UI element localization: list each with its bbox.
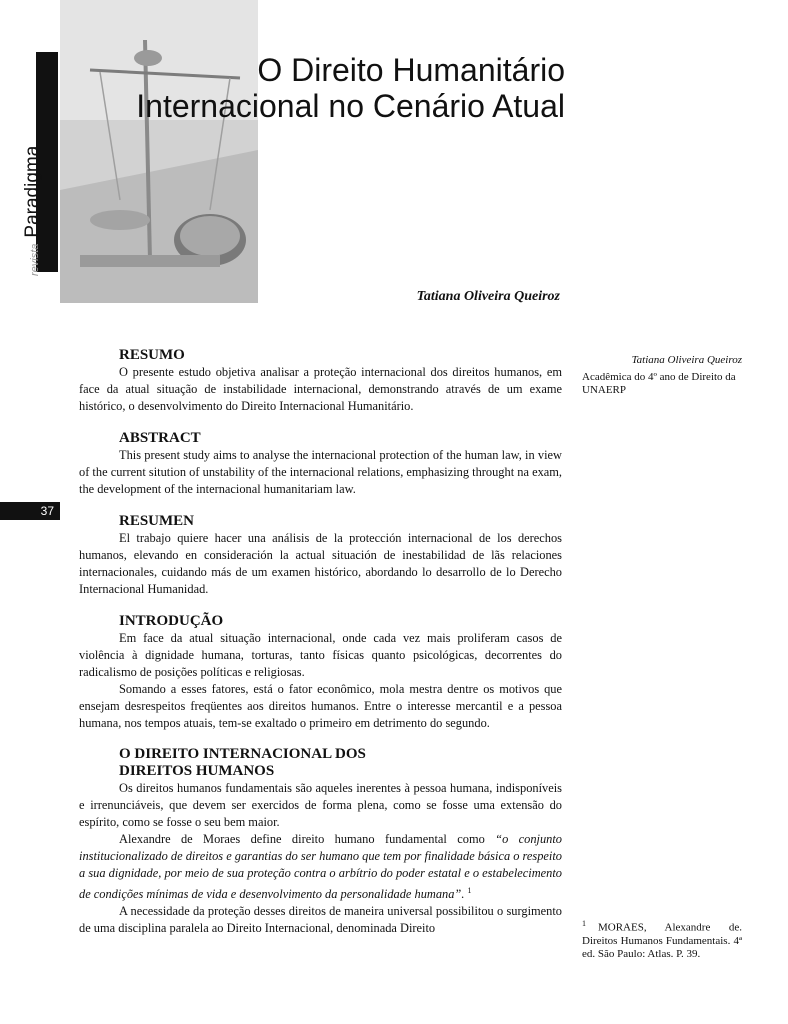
section-resumen bbox=[79, 512, 562, 598]
article-title bbox=[60, 52, 565, 124]
article-title-line-2: Internacional no Cenário Atual bbox=[136, 88, 565, 124]
journal-label bbox=[22, 146, 44, 276]
section-direito-internacional bbox=[79, 746, 562, 937]
paragraph: Em face da atual situação internacional, onde cada vez mais proliferam casos de violência à dignidade humana, torturas, tanto físicas quanto psicológicas, decorrentes do radicalismo de posições políticas e religiosas. bbox=[79, 631, 562, 679]
paragraph-with-quote bbox=[79, 831, 562, 903]
paragraph: A necessidade da proteção desses direitos de maneira universal possibilitou o surgimento de uma disciplina paralela ao Direito Internacional, denominada Direito bbox=[79, 904, 562, 936]
footnote-text: MORAES, Alexandre de. Direitos Humanos Fundamentais. 4ª ed. São Paulo: Atlas. P. 39. bbox=[582, 921, 742, 960]
section-heading-abstract: ABSTRACT bbox=[119, 430, 201, 446]
footnote bbox=[582, 917, 742, 961]
article-title-line-1: O Direito Humanitário bbox=[257, 52, 565, 88]
section-heading-introducao: INTRODUÇÃO bbox=[119, 613, 224, 629]
page-number: 37 bbox=[0, 502, 60, 520]
quote-lead: Alexandre de Moraes define direito humano fundamental como bbox=[119, 832, 496, 846]
footnote-number: 1 bbox=[582, 919, 586, 928]
paragraph: Os direitos humanos fundamentais são aqueles inerentes à pessoa humana, indisponíveis e irrenunciáveis, que devem ser exercidos de forma plena, como se fosse uma extensão do espírito, como se fosse o seu bem maior. bbox=[79, 781, 562, 829]
section-heading-direito-internacional bbox=[119, 746, 562, 780]
heading-line-1: O DIREITO INTERNACIONAL DOS bbox=[119, 746, 366, 762]
author-note-name: Tatiana Oliveira Queiroz bbox=[631, 354, 742, 366]
paragraph: Somando a esses fatores, está o fator econômico, mola mestra dentre os motivos que ensejam desrespeitos freqüentes aos direitos humanos. Entre o interesse mercantil e a pessoa humana, nos tempos atuais, tem-se exaltado o primeiro em detrimento do segundo. bbox=[79, 682, 562, 730]
journal-label-small: revista bbox=[29, 243, 41, 276]
author-note bbox=[582, 354, 742, 397]
journal-side-rule bbox=[56, 52, 58, 272]
article-body bbox=[79, 346, 562, 951]
paragraph: O presente estudo objetiva analisar a proteção internacional dos direitos humanos, em face da atual situação de instabilidade internacional, demonstrando através de um exame histórico, o desenvolvimento do Direito Internacional Humanitário. bbox=[79, 365, 562, 413]
quote-text: “o conjunto institucionalizado de direitos e garantias do ser humano que tem por finalidade básica o respeito a sua dignidade, por meio de sua proteção contra o arbítrio do poder estatal e o estabelecimento de condições mínimas de vida e desenvolvimento da personalidade humana”. bbox=[79, 832, 562, 902]
article-author: Tatiana Oliveira Queiroz bbox=[416, 289, 560, 304]
journal-name: Paradigma bbox=[22, 145, 43, 238]
paragraph: El trabajo quiere hacer una análisis de la protección internacional de los derechos humanos, elevando en consideración la actual situación de inestabilidad de lãs relaciones internacionales, cuidando más de um examen histórico, abordando lo desarrollo de lo Derecho Internacional Humanidad. bbox=[79, 531, 562, 596]
author-note-affiliation: Acadêmica do 4º ano de Direito da UNAERP bbox=[582, 371, 736, 396]
section-abstract bbox=[79, 429, 562, 498]
footnote-reference: 1 bbox=[467, 886, 472, 895]
section-resumo bbox=[79, 346, 562, 415]
section-heading-resumen: RESUMEN bbox=[119, 513, 195, 529]
section-introducao bbox=[79, 612, 562, 732]
cover-photo-scales-of-justice bbox=[60, 0, 258, 303]
heading-line-2: DIREITOS HUMANOS bbox=[119, 763, 275, 779]
paragraph: This present study aims to analyse the internacional protection of the human law, in view of the current sitution of unstability of the internacional relations, emphasizing throught na exam, the development of the internacional humanitariam law. bbox=[79, 448, 562, 496]
section-heading-resumo: RESUMO bbox=[119, 347, 185, 363]
